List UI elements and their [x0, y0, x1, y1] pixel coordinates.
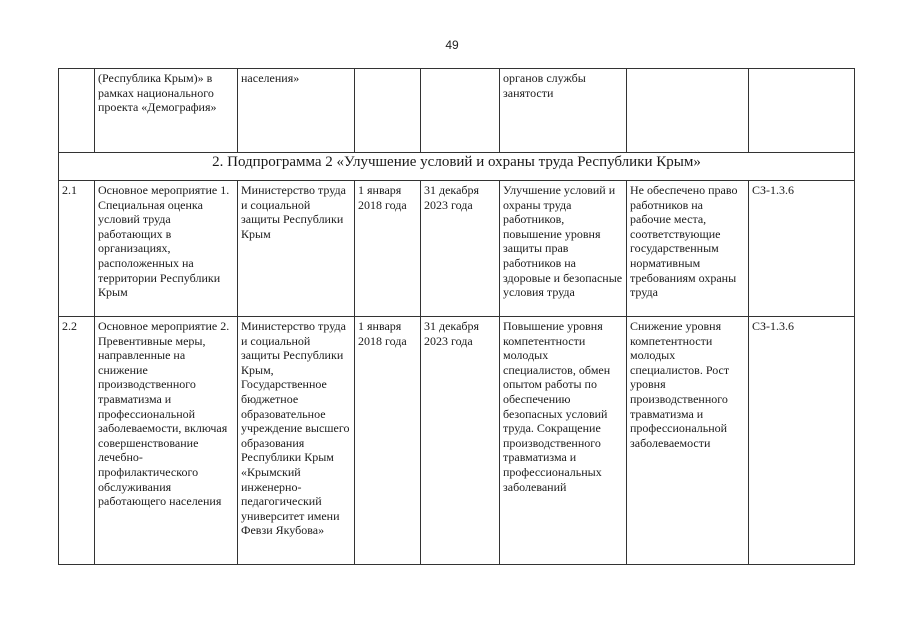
cell-expected-result: Улучшение условий и охраны труда работников, повышение уровня защиты прав работников на здоровые и безопасные условия труда	[500, 181, 627, 317]
cell-number: 2.1	[59, 181, 95, 317]
table-row	[59, 317, 855, 565]
cell-start-date: 1 января 2018 года	[355, 317, 421, 565]
program-activities-table	[58, 68, 855, 565]
cell-start-date	[355, 69, 421, 153]
cell-end-date: 31 декабря 2023 года	[421, 317, 500, 565]
cell-consequence: Не обеспечено право работников на рабочие места, соответствующие государственным нормативным требованиям охраны труда	[627, 181, 749, 317]
cell-expected-result: органов службы занятости	[500, 69, 627, 153]
section-title: 2. Подпрограмма 2 «Улучшение условий и охраны труда Республики Крым»	[59, 153, 855, 181]
cell-expected-result: Повышение уровня компетентности молодых специалистов, обмен опытом работы по обеспечению безопасных условий труда. Сокращение производственного травматизма и профессиональных заболеваний	[500, 317, 627, 565]
cell-start-date: 1 января 2018 года	[355, 181, 421, 317]
section-header-row	[59, 153, 855, 181]
cell-end-date: 31 декабря 2023 года	[421, 181, 500, 317]
table-row	[59, 181, 855, 317]
cell-number: 2.2	[59, 317, 95, 565]
cell-consequence: Снижение уровня компетентности молодых специалистов. Рост уровня производственного травматизма и профессиональной заболеваемости	[627, 317, 749, 565]
cell-activity: Основное мероприятие 1. Специальная оценка условий труда работающих в организациях, расположенных на территории Республики Крым	[95, 181, 238, 317]
table-row-continuation	[59, 69, 855, 153]
cell-activity: Основное мероприятие 2. Превентивные меры, направленные на снижение производственного травматизма и профессиональной заболеваемости, включая совершенствование лечебно-профилактического обслуживания работающего населения	[95, 317, 238, 565]
cell-consequence	[627, 69, 749, 153]
cell-executor: Министерство труда и социальной защиты Республики Крым	[238, 181, 355, 317]
cell-number	[59, 69, 95, 153]
page-number: 49	[445, 38, 459, 52]
cell-end-date	[421, 69, 500, 153]
cell-executor: Министерство труда и социальной защиты Республики Крым, Государственное бюджетное образовательное учреждение высшего образования Республики Крым «Крымский инженерно-педагогический университет имени Февзи Якубова»	[238, 317, 355, 565]
cell-link: СЗ-1.3.6	[749, 317, 855, 565]
cell-link	[749, 69, 855, 153]
cell-link: СЗ-1.3.6	[749, 181, 855, 317]
cell-executor: населения»	[238, 69, 355, 153]
cell-activity: (Республика Крым)» в рамках национального проекта «Демография»	[95, 69, 238, 153]
